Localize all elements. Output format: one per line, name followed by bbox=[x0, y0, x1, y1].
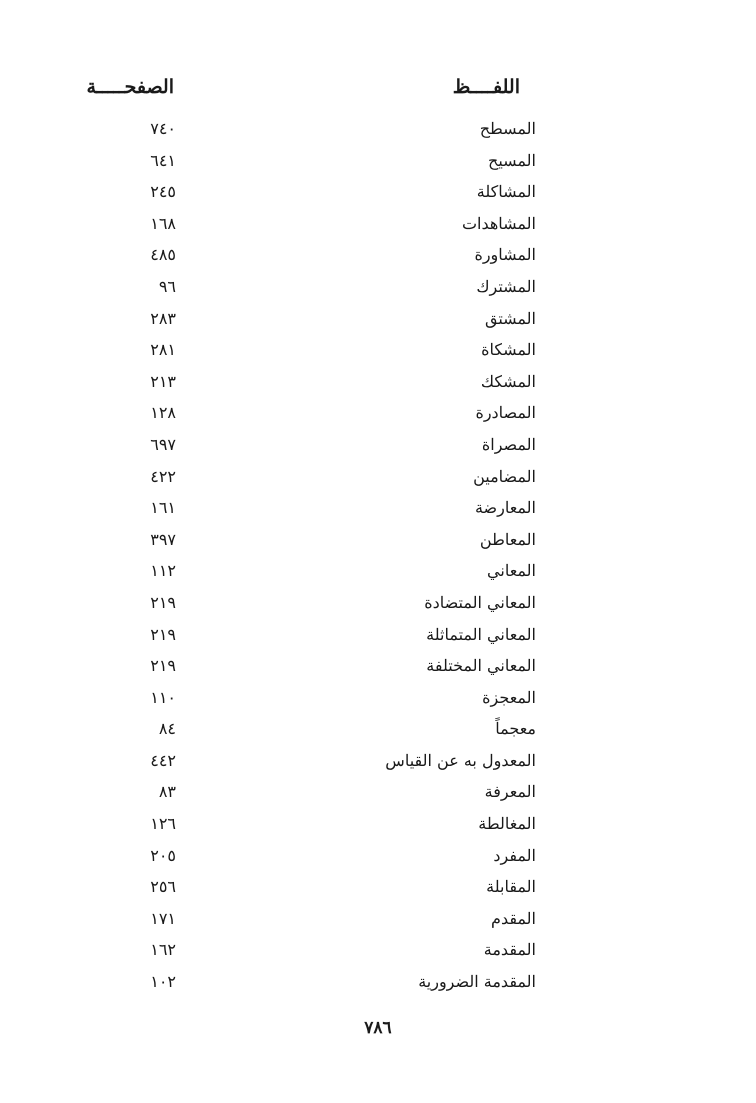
entry-term: المشاورة bbox=[474, 245, 536, 265]
index-entry bbox=[0, 115, 756, 147]
index-entry bbox=[0, 147, 756, 179]
index-entry bbox=[0, 178, 756, 210]
entry-term: المسطح bbox=[479, 119, 536, 138]
index-entry bbox=[0, 936, 756, 968]
entry-page-number: ١٦٢ bbox=[150, 940, 176, 960]
index-entry bbox=[0, 431, 756, 463]
index-entry bbox=[0, 526, 756, 558]
entry-page-number: ٨٤ bbox=[158, 719, 176, 739]
entry-page-number: ١١٠ bbox=[150, 687, 176, 707]
entry-term: المعاني المتماثلة bbox=[426, 624, 536, 644]
entry-page-number: ٧٤٠ bbox=[150, 119, 176, 138]
entry-term: المشترك bbox=[476, 276, 536, 296]
entry-term: المعارضة bbox=[474, 498, 536, 518]
entry-page-number: ١٦٨ bbox=[150, 213, 176, 233]
index-entry bbox=[0, 368, 756, 400]
index-entry bbox=[0, 336, 756, 368]
entry-term: المضامين bbox=[473, 466, 536, 486]
index-entry bbox=[0, 273, 756, 305]
index-entry bbox=[0, 305, 756, 337]
entry-term: المغالطة bbox=[478, 814, 536, 834]
entry-term: المشكاة bbox=[481, 340, 536, 360]
index-entry bbox=[0, 747, 756, 779]
index-entry bbox=[0, 557, 756, 589]
entry-term: المعرفة bbox=[484, 782, 536, 802]
entry-term: معجماً bbox=[495, 719, 536, 739]
term-column-header: اللفــــظ bbox=[452, 76, 520, 98]
index-entry bbox=[0, 842, 756, 874]
entry-page-number: ٣٩٧ bbox=[150, 529, 176, 549]
entry-page-number: ١٦١ bbox=[150, 498, 176, 518]
entry-term: المعدول به عن القياس bbox=[385, 750, 536, 770]
entry-term: المعاطن bbox=[479, 529, 536, 549]
entry-page-number: ٩٦ bbox=[158, 276, 176, 296]
index-entry bbox=[0, 715, 756, 747]
entry-term: المقدمة bbox=[483, 940, 536, 960]
entry-page-number: ٨٣ bbox=[158, 782, 176, 802]
index-entry bbox=[0, 463, 756, 495]
entry-term: المفرد bbox=[493, 845, 536, 865]
index-entry bbox=[0, 652, 756, 684]
index-list bbox=[0, 115, 756, 1000]
index-entry bbox=[0, 589, 756, 621]
entry-page-number: ٦٩٧ bbox=[150, 434, 176, 454]
index-entry bbox=[0, 684, 756, 716]
index-entry bbox=[0, 621, 756, 653]
entry-term: المقابلة bbox=[486, 877, 536, 897]
entry-page-number: ٢١٩ bbox=[150, 656, 176, 676]
entry-page-number: ٢١٩ bbox=[150, 624, 176, 644]
entry-term: المعجزة bbox=[482, 687, 536, 707]
index-entry bbox=[0, 399, 756, 431]
entry-page-number: ٤٢٢ bbox=[150, 466, 176, 486]
entry-term: المشاهدات bbox=[461, 213, 536, 233]
entry-page-number: ٢١٣ bbox=[150, 371, 176, 391]
entry-term: المعاني bbox=[487, 561, 536, 581]
entry-page-number: ١٠٢ bbox=[150, 972, 176, 992]
index-entry bbox=[0, 810, 756, 842]
entry-page-number: ٤٨٥ bbox=[150, 245, 176, 265]
entry-page-number: ٢٠٥ bbox=[150, 845, 176, 865]
index-entry bbox=[0, 873, 756, 905]
entry-page-number: ١٢٨ bbox=[150, 403, 176, 423]
index-entry bbox=[0, 905, 756, 937]
entry-page-number: ٤٤٢ bbox=[150, 750, 176, 770]
index-entry bbox=[0, 210, 756, 242]
entry-page-number: ٢٤٥ bbox=[150, 182, 176, 202]
page-number: ٧٨٦ bbox=[364, 1018, 392, 1038]
index-entry bbox=[0, 494, 756, 526]
entry-term: المقدم bbox=[491, 908, 536, 928]
entry-page-number: ٦٤١ bbox=[150, 150, 176, 170]
index-entry bbox=[0, 778, 756, 810]
index-entry bbox=[0, 968, 756, 1000]
entry-term: المشتق bbox=[484, 308, 536, 328]
entry-term: المعاني المختلفة bbox=[426, 656, 536, 676]
entry-page-number: ١٧١ bbox=[150, 908, 176, 928]
page-column-header: الصفحـــــة bbox=[86, 76, 174, 98]
entry-page-number: ٢١٩ bbox=[150, 592, 176, 612]
entry-term: المصراة bbox=[481, 434, 536, 454]
entry-term: المسيح bbox=[488, 150, 536, 170]
entry-page-number: ٢٥٦ bbox=[150, 877, 176, 897]
entry-term: المعاني المتضادة bbox=[424, 592, 536, 612]
entry-term: المصادرة bbox=[475, 403, 536, 423]
entry-page-number: ١٢٦ bbox=[150, 814, 176, 834]
entry-term: المشاكلة bbox=[476, 182, 536, 202]
entry-term: المشكك bbox=[480, 371, 536, 391]
index-entry bbox=[0, 241, 756, 273]
entry-page-number: ١١٢ bbox=[150, 561, 176, 581]
entry-term: المقدمة الضرورية bbox=[418, 972, 536, 992]
entry-page-number: ٢٨٣ bbox=[150, 308, 176, 328]
entry-page-number: ٢٨١ bbox=[150, 340, 176, 360]
